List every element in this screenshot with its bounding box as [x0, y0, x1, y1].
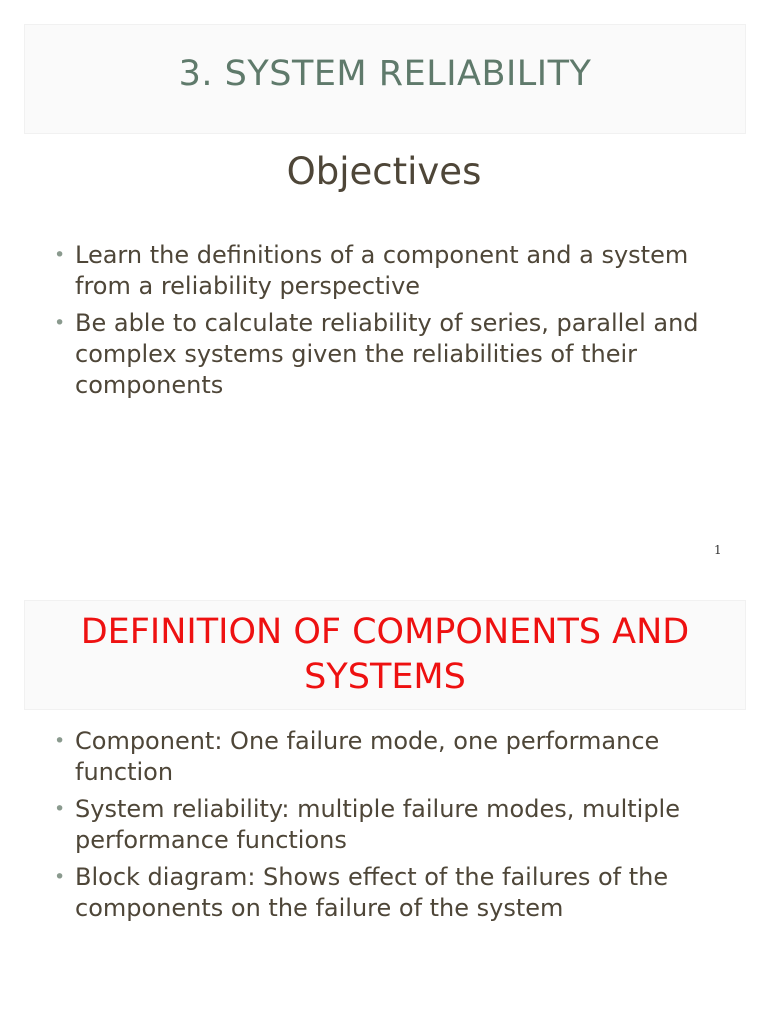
slide-2-title: DEFINITION OF COMPONENTS AND SYSTEMS	[80, 612, 690, 697]
list-item	[54, 794, 734, 856]
bullet-text: Block diagram: Shows effect of the failures of the components on the failure of the system	[75, 863, 669, 922]
list-item	[54, 862, 734, 924]
bullet-text: System reliability: multiple failure modes, multiple performance functions	[75, 795, 680, 854]
slide-1-title-frame	[24, 24, 746, 134]
bullet-text: Component: One failure mode, one performance function	[75, 727, 660, 786]
bullet-text: Be able to calculate reliability of series, parallel and complex systems given the reliabilities of their components	[75, 309, 699, 399]
list-item	[54, 308, 734, 401]
list-item	[54, 726, 734, 788]
page-number: 1	[714, 543, 722, 557]
slide-2-title-frame	[24, 600, 746, 710]
list-item	[54, 240, 734, 302]
bullet-icon: •	[54, 244, 66, 266]
slide-1-subtitle: Objectives	[286, 150, 482, 193]
slide-2	[0, 590, 768, 1024]
bullet-icon: •	[54, 798, 66, 820]
slide-1-bullet-list	[54, 240, 734, 407]
bullet-icon: •	[54, 312, 66, 334]
bullet-icon: •	[54, 866, 66, 888]
slide-1-title: 3. SYSTEM RELIABILITY	[178, 54, 592, 94]
bullet-text: Learn the definitions of a component and a system from a reliability perspective	[75, 241, 689, 300]
slide-2-bullet-list	[54, 726, 734, 930]
bullet-icon: •	[54, 730, 66, 752]
